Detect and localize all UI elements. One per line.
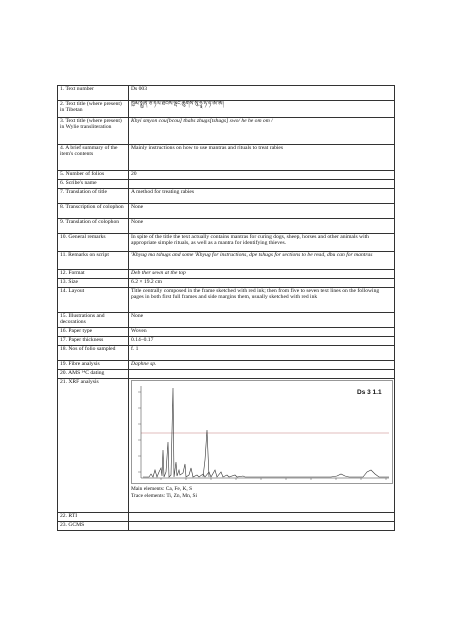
row-label: 10. General remarks	[58, 234, 129, 252]
row-value: Mainly instructions on how to use mantras and rituals to treat rabies	[129, 145, 395, 171]
row-label: 4. A brief summary of the item's contents	[58, 145, 129, 171]
row-label: 7. Translation of title	[58, 189, 129, 204]
row-value: None	[129, 204, 395, 219]
row-value: Deb ther sewn at the top	[129, 270, 395, 279]
xrf-cell	[129, 379, 395, 513]
table-row	[58, 270, 395, 279]
row-label: 18. Nos of folio sampled	[58, 346, 129, 361]
table-row	[58, 522, 395, 531]
row-value: 6.2 × 19.2 cm	[129, 279, 395, 288]
row-value: None	[129, 313, 395, 328]
table-row	[58, 101, 395, 118]
row-value	[129, 513, 395, 522]
row-value: In spite of the title the text actually contains mantras for curing dogs, sheep, horses and other animals with appropriate simple rituals, as well as a mantra for identifying thieves.	[129, 234, 395, 252]
table-row	[58, 252, 395, 270]
row-label: 19. Fibre analysis	[58, 361, 129, 370]
wylie-title: Khyi smyon cou[bcou] thabs zhugs[tshugs] swo/ he he om om /	[129, 118, 395, 145]
table-row	[58, 379, 395, 513]
row-label: 2. Text title (where present) in Tibetan	[58, 101, 129, 118]
row-value: 0.14–0.17	[129, 337, 395, 346]
row-value	[129, 522, 395, 531]
row-label: 20. AMS ¹⁴C dating	[58, 370, 129, 379]
table-row	[58, 145, 395, 171]
table-row	[58, 219, 395, 234]
row-label: 6. Scribe's name	[58, 180, 129, 189]
row-label: 5. Number of folios	[58, 171, 129, 180]
row-value: Title centrally composed in the frame sketched with red ink; then from five to seven text lines on the following pages in both first full frames and side margins them, usually sketched with red ink	[129, 288, 395, 313]
row-value: Ds 003	[129, 86, 395, 101]
table-row	[58, 313, 395, 328]
row-label: 13. Size	[58, 279, 129, 288]
table-row	[58, 180, 395, 189]
row-value: A method for treating rabies	[129, 189, 395, 204]
row-label: 15. Illustrations and decorations	[58, 313, 129, 328]
xrf-figure	[131, 379, 392, 504]
row-value: f. 1	[129, 346, 395, 361]
row-label: 17. Paper thickness	[58, 337, 129, 346]
row-value	[129, 180, 395, 189]
table-row	[58, 279, 395, 288]
table-row	[58, 204, 395, 219]
row-value: 'Khyug ma tshugs and some 'Khyug for instructions, dpe tshugs for sections to be read, dbu can for mantras	[129, 252, 395, 270]
table-row	[58, 370, 395, 379]
table-row	[58, 513, 395, 522]
row-label: 9. Translation of colophon	[58, 219, 129, 234]
row-label: 16. Paper type	[58, 328, 129, 337]
row-label: 12. Format	[58, 270, 129, 279]
xrf-spectrum	[131, 380, 393, 484]
row-label: 11. Remarks on script	[58, 252, 129, 270]
row-value	[129, 370, 395, 379]
row-label: 3. Text title (where present) in Wylie transliteration	[58, 118, 129, 145]
table-row	[58, 288, 395, 313]
table-row	[58, 118, 395, 145]
row-label: 8. Transcription of colophon	[58, 204, 129, 219]
row-label: 1. Text number	[58, 86, 129, 101]
spectrum-label: Ds 3 1.1	[357, 389, 382, 396]
table-row	[58, 171, 395, 180]
table-row	[58, 86, 395, 101]
table-row	[58, 337, 395, 346]
table-row	[58, 189, 395, 204]
row-value: Woven	[129, 328, 395, 337]
xrf-trace-elements: Trace elements: Ti, Zn, Mn, Si	[131, 493, 197, 499]
spectrum-frame	[132, 381, 393, 484]
row-value: Daphne sp.	[129, 361, 395, 370]
table-row	[58, 328, 395, 337]
row-label: 22. RTI	[58, 513, 129, 522]
metadata-table	[57, 85, 395, 531]
table-row	[58, 234, 395, 252]
table-row	[58, 346, 395, 361]
row-label: 23. GCMS	[58, 522, 129, 531]
row-value: 20	[129, 171, 395, 180]
xrf-main-elements: Main elements: Ca, Fe, K, S	[131, 486, 193, 492]
row-label: 21. XRF analysis	[58, 379, 129, 513]
tibetan-title: ཁྱིམ་སྨྱོན་ཅ་ཏོལ་ཐབས་ལྡང་ཚུགས་སུ་ཧྲཱ་ཧེ་ཧེ་ཨོ་ཨོ།	[129, 101, 395, 118]
row-label: 14. Layout	[58, 288, 129, 313]
row-value: None	[129, 219, 395, 234]
table-row	[58, 361, 395, 370]
